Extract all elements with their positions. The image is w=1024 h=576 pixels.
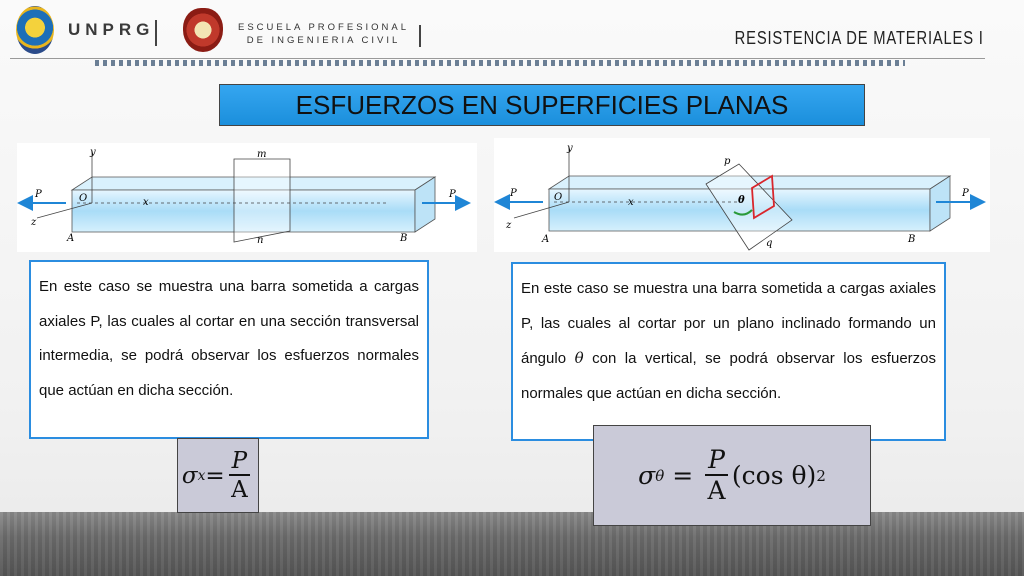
school-name bbox=[238, 21, 409, 47]
bar-diagram-1 bbox=[17, 143, 477, 252]
school-line-2: DE INGENIERIA CIVIL bbox=[246, 35, 401, 46]
label-y: y bbox=[567, 143, 573, 154]
label-a: A bbox=[542, 234, 550, 245]
header-divider bbox=[155, 20, 157, 46]
header-divider bbox=[419, 25, 421, 47]
label-b: B bbox=[400, 233, 408, 244]
label-x: x bbox=[143, 197, 149, 208]
slide-title-text: ESFUERZOS EN SUPERFICIES PLANAS bbox=[295, 89, 789, 120]
civil-engineering-logo bbox=[183, 8, 223, 52]
f1-numerator: P bbox=[229, 449, 250, 475]
figure-bar-inclined-cut bbox=[494, 138, 990, 252]
brand-name: UNPRG bbox=[68, 20, 155, 39]
f1-equals: = bbox=[205, 462, 225, 489]
label-x: x bbox=[628, 197, 634, 208]
f1-subscript: x bbox=[197, 467, 206, 484]
theta-symbol: θ bbox=[574, 349, 584, 367]
description-inclined bbox=[511, 262, 946, 441]
f2-fraction bbox=[705, 447, 728, 504]
school-line-1: ESCUELA PROFESIONAL bbox=[238, 22, 410, 33]
description-inclined-text-1: En este caso se muestra una barra sometida a cargas axiales P, las cuales al cortar por un plano inclinado formando un ángulo bbox=[521, 280, 936, 367]
label-o: O bbox=[554, 192, 563, 203]
f1-denominator: A bbox=[231, 476, 248, 503]
label-b: B bbox=[908, 234, 916, 245]
unprg-logo bbox=[16, 6, 54, 54]
label-n: n bbox=[257, 235, 264, 246]
formula-normal-stress bbox=[177, 438, 259, 513]
course-name: RESISTENCIA DE MATERIALES I bbox=[734, 28, 984, 48]
label-z: z bbox=[31, 217, 37, 228]
f2-numerator: P bbox=[705, 447, 728, 475]
label-o: O bbox=[79, 193, 88, 204]
description-transverse bbox=[29, 260, 429, 439]
f2-subscript: θ bbox=[655, 466, 665, 485]
description-inclined-text-2: con la vertical, se podrá observar los esfuerzos normales que actúan en dicha sección. bbox=[521, 350, 936, 402]
f2-exponent: 2 bbox=[816, 466, 826, 485]
slide-title bbox=[219, 84, 865, 126]
label-m: m bbox=[257, 149, 267, 160]
f2-denominator: A bbox=[707, 475, 726, 505]
f2-equals: = bbox=[664, 461, 702, 490]
label-theta: θ bbox=[738, 195, 745, 206]
header-dash-rule bbox=[95, 60, 905, 66]
label-p-right: P bbox=[449, 189, 456, 200]
label-q: q bbox=[766, 238, 773, 249]
bar-diagram-2 bbox=[494, 138, 990, 252]
description-transverse-text: En este caso se muestra una barra sometida a cargas axiales P, las cuales al cortar en una sección transversal intermedia, se podrá observar los esfuerzos normales que actúan en dicha sección. bbox=[39, 278, 419, 399]
label-p-plane: p bbox=[724, 156, 731, 167]
f1-sigma: σ bbox=[181, 462, 198, 489]
label-p-right: P bbox=[962, 188, 969, 199]
f1-fraction bbox=[229, 449, 250, 501]
label-z: z bbox=[506, 220, 512, 231]
header-rule bbox=[10, 58, 985, 59]
f2-sigma: σ bbox=[638, 461, 656, 490]
formula-inclined-stress bbox=[593, 425, 871, 526]
label-a: A bbox=[67, 233, 75, 244]
label-y: y bbox=[90, 147, 96, 158]
label-p-left: P bbox=[510, 188, 517, 199]
f2-cos-term: (cos θ) bbox=[731, 461, 817, 490]
figure-bar-transverse-cut bbox=[17, 143, 477, 252]
label-p-left: P bbox=[35, 189, 42, 200]
